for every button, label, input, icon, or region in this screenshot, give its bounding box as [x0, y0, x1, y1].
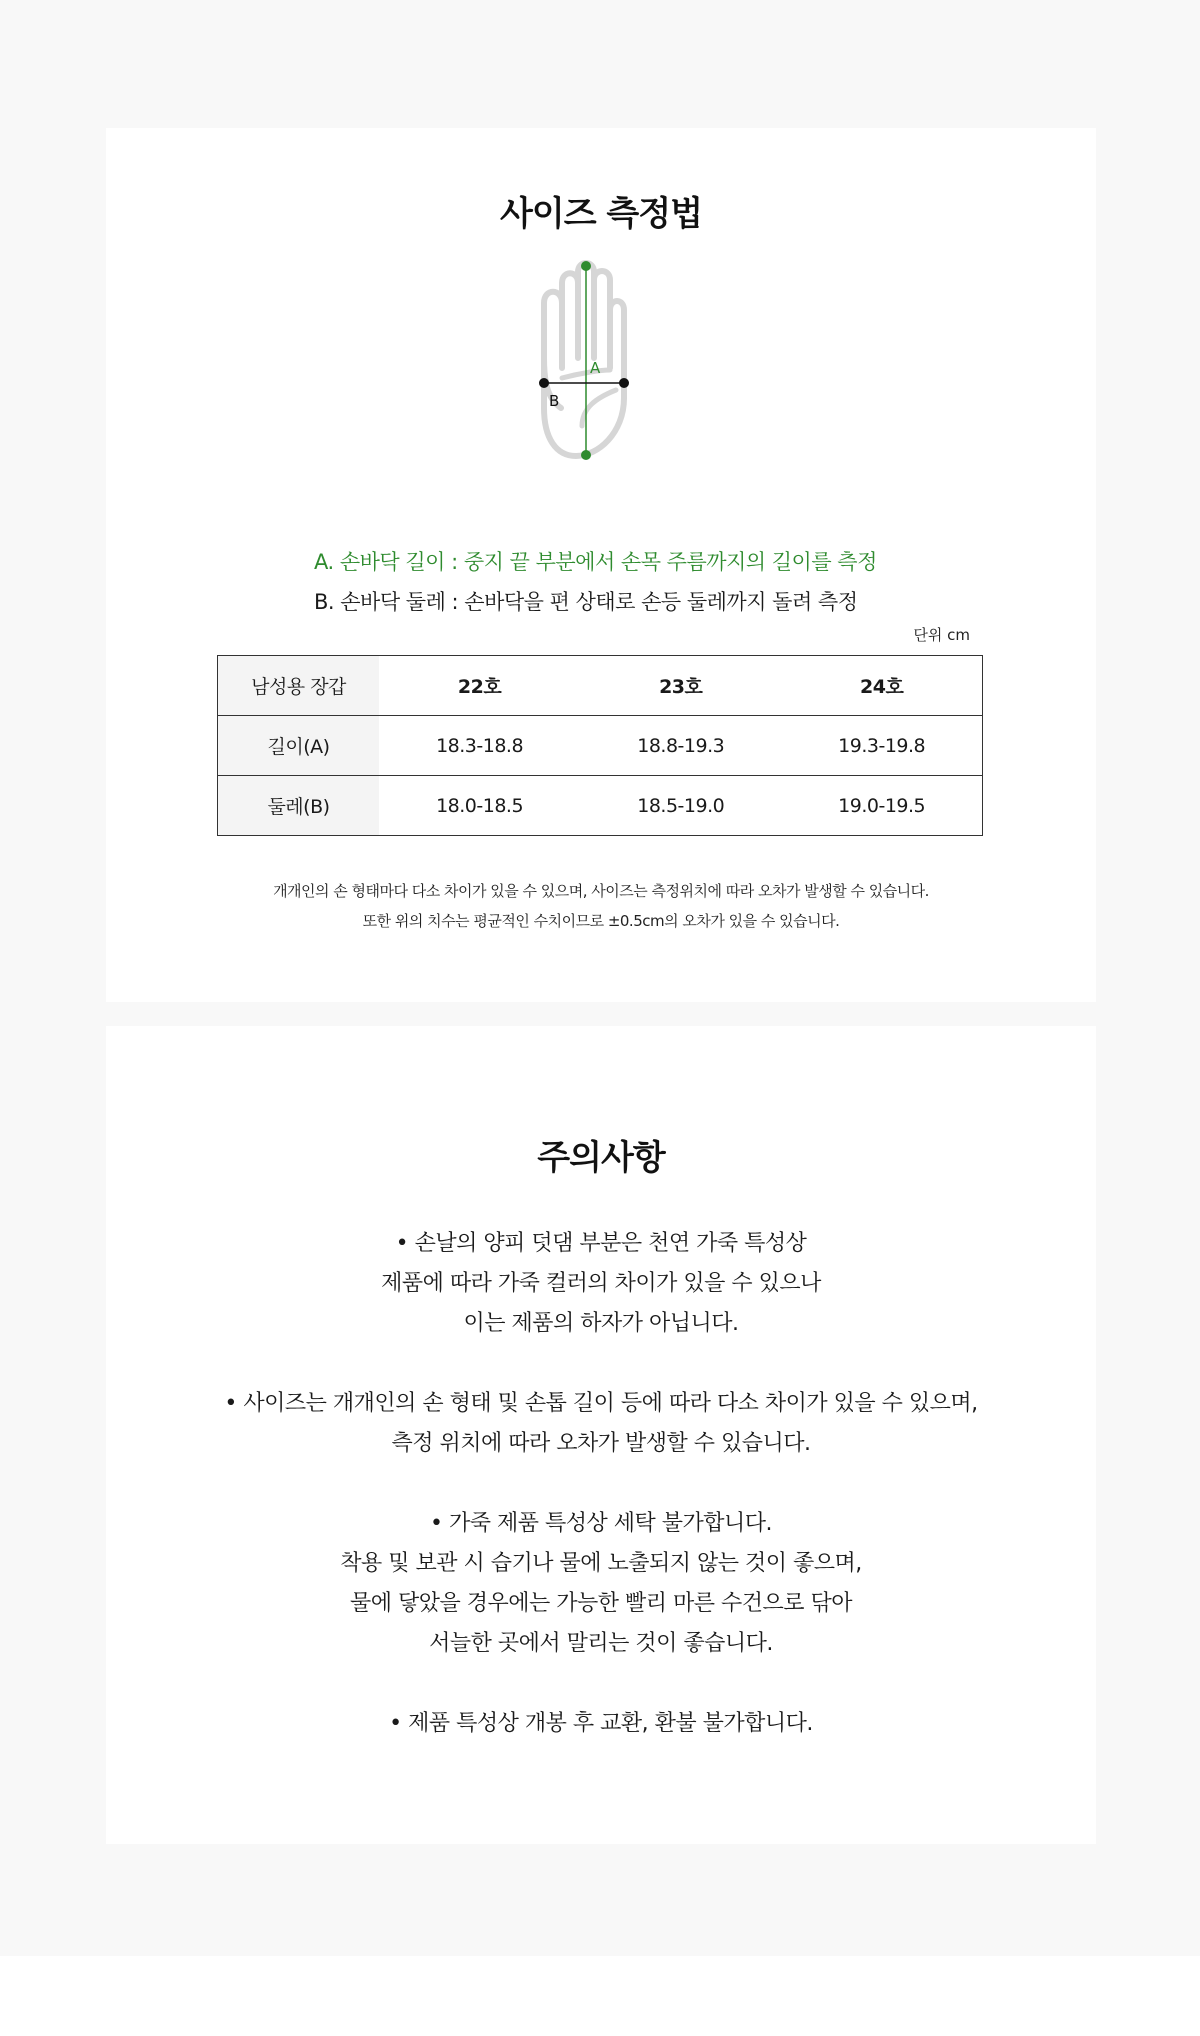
caution-line: • 손날의 양피 덧댐 부분은 천연 가죽 특성상 [395, 1231, 807, 1256]
hand-measurement-figure [526, 258, 686, 478]
caution-title: 주의사항 [537, 1138, 665, 1178]
table-cell: 18.0-18.5 [379, 776, 580, 836]
unit-label: 단위 cm [913, 626, 970, 644]
caution-line: • 가죽 제품 특성상 세탁 불가합니다. [430, 1511, 772, 1536]
caution-line: 제품에 따라 가죽 컬러의 차이가 있을 수 있으나 [381, 1271, 821, 1296]
caution-line: 측정 위치에 따라 오차가 발생할 수 있습니다. [391, 1431, 811, 1456]
size-guide-title: 사이즈 측정법 [500, 194, 702, 234]
row-label: 둘레(B) [218, 776, 380, 836]
table-row [218, 716, 983, 776]
label-b: B [549, 392, 560, 410]
caution-line: 이는 제품의 하자가 아닙니다. [463, 1311, 739, 1336]
table-cell: 18.8-19.3 [580, 716, 781, 776]
size-column-header: 22호 [379, 656, 580, 716]
size-column-header: 23호 [580, 656, 781, 716]
label-a: A [590, 359, 601, 377]
size-note: 개개인의 손 형태마다 다소 차이가 있을 수 있으며, 사이즈는 측정위치에 따라 오차가 발생할 수 있습니다. [273, 882, 929, 900]
hand-outline-icon [526, 258, 686, 478]
caution-body [106, 1224, 1096, 1784]
caution-line: • 사이즈는 개개인의 손 형태 및 손톱 길이 등에 따라 다소 차이가 있을 수 있으며, [224, 1391, 978, 1416]
table-cell: 19.0-19.5 [781, 776, 982, 836]
legend-length: A. 손바닥 길이 : 중지 끝 부분에서 손목 주름까지의 길이를 측정 [314, 550, 877, 574]
table-row [218, 776, 983, 836]
caution-paragraph [106, 1224, 1096, 1344]
size-note: 또한 위의 치수는 평균적인 수치이므로 ±0.5cm의 오차가 있을 수 있습니다. [362, 912, 840, 930]
table-header-label: 남성용 장갑 [218, 656, 380, 716]
table-header-row [218, 656, 983, 716]
size-guide-card [106, 128, 1096, 1002]
caution-paragraph [106, 1504, 1096, 1664]
table-cell: 18.5-19.0 [580, 776, 781, 836]
caution-line: • 제품 특성상 개봉 후 교환, 환불 불가합니다. [389, 1711, 813, 1736]
caution-card [106, 1026, 1096, 1844]
size-column-header: 24호 [781, 656, 982, 716]
caution-paragraph [106, 1704, 1096, 1744]
caution-line: 착용 및 보관 시 습기나 물에 노출되지 않는 것이 좋으며, [340, 1551, 862, 1576]
caution-line: 물에 닿았을 경우에는 가능한 빨리 마른 수건으로 닦아 [350, 1591, 852, 1616]
table-cell: 19.3-19.8 [781, 716, 982, 776]
row-label: 길이(A) [218, 716, 380, 776]
table-cell: 18.3-18.8 [379, 716, 580, 776]
caution-paragraph [106, 1384, 1096, 1464]
size-table [217, 655, 983, 836]
caution-line: 서늘한 곳에서 말리는 것이 좋습니다. [429, 1631, 773, 1656]
legend-circumference: B. 손바닥 둘레 : 손바닥을 편 상태로 손등 둘레까지 돌려 측정 [314, 590, 858, 614]
